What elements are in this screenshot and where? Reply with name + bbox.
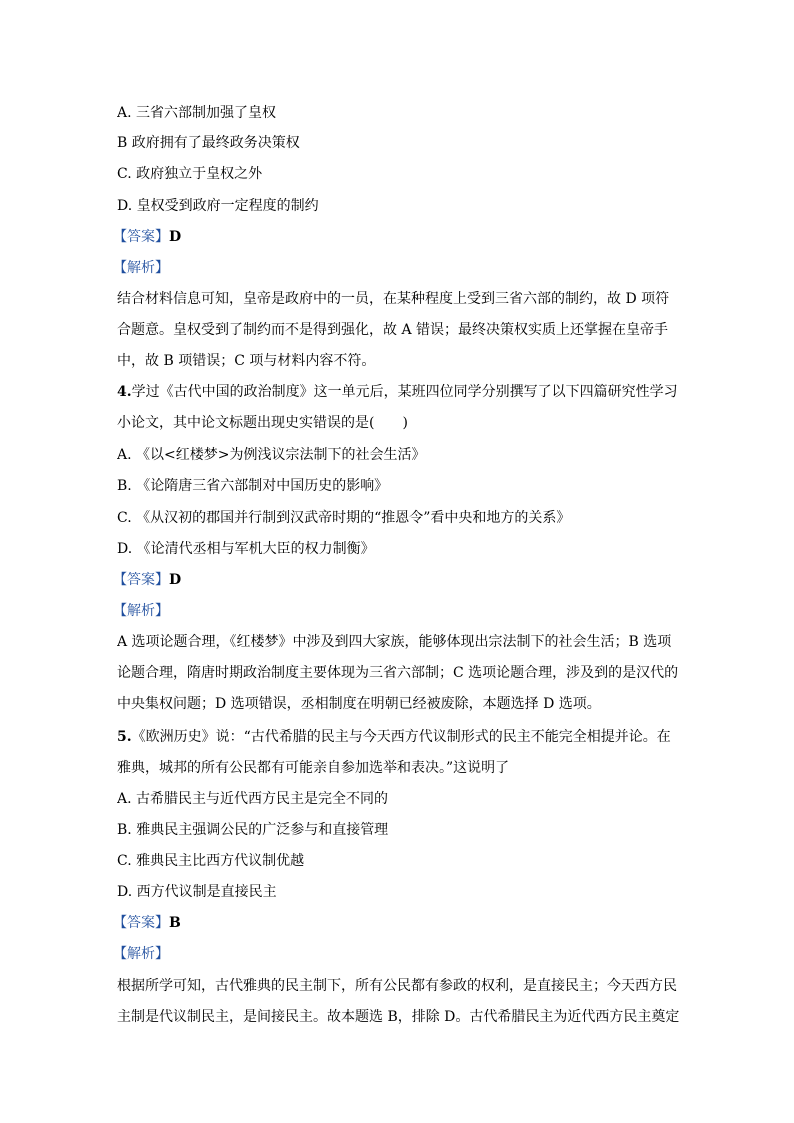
- q3-answer: [113, 227, 683, 247]
- q5-option-d: D. 西方代议制是直接民主: [117, 884, 277, 900]
- q3-option-a: A. 三省六部制加强了皇权: [117, 105, 277, 121]
- q3-option-b: B 政府拥有了最终政务决策权: [117, 135, 300, 151]
- answer-value: B: [169, 915, 181, 931]
- q5-option-a: A. 古希腊民主与近代西方民主是完全不同的: [117, 791, 389, 807]
- q4-analysis-heading: [113, 601, 683, 621]
- q3-analysis-line-3: 中，故 B 项错误；C 项与材料内容不符。: [117, 353, 376, 369]
- answer-value: D: [169, 572, 182, 588]
- q4-number: 4.: [117, 384, 132, 400]
- q5-number: 5.: [117, 729, 132, 745]
- q4-stem-line-2: 小论文，其中论文标题出现史实错误的是( ): [117, 415, 408, 431]
- q3-analysis-line-2: 合题意。皇权受到了制约而不是得到强化，故 A 错误；最终决策权实质上还掌握在皇帝手: [117, 322, 669, 338]
- analysis-label: 【解析】: [113, 603, 169, 619]
- q4-analysis-line-1: A 选项论题合理，《红楼梦》中涉及到四大家族，能够体现出宗法制下的社会生活；B 选项: [117, 634, 672, 650]
- q3-option-c: C. 政府独立于皇权之外: [117, 166, 263, 182]
- q4-stem-text-1: 学过《古代中国的政治制度》这一单元后，某班四位同学分别撰写了以下四篇研究性学习: [131, 384, 678, 400]
- q3-option-d: D. 皇权受到政府一定程度的制约: [117, 198, 319, 214]
- analysis-label: 【解析】: [113, 946, 169, 962]
- q3-analysis-heading: [113, 258, 683, 278]
- q5-analysis-line-1: 根据所学可知，古代雅典的民主制下，所有公民都有参政的权利，是直接民主；今天西方民: [117, 978, 677, 994]
- q4-option-c: C. 《从汉初的郡国并行制到汉武帝时期的“推恩令”看中央和地方的关系》: [117, 510, 571, 526]
- q4-option-a: A. 《以<红楼梦>为例浅议宗法制下的社会生活》: [117, 447, 426, 463]
- q4-analysis-line-2: 论题合理，隋唐时期政治制度主要体现为三省六部制；C 选项论题合理，涉及到的是汉代的: [117, 665, 679, 681]
- answer-value: D: [169, 229, 182, 245]
- answer-label: 【答案】: [113, 915, 169, 931]
- q5-analysis-heading: [113, 944, 683, 964]
- q5-analysis-line-2: 主制是代议制民主，是间接民主。故本题选 B，排除 D。古代希腊民主为近代西方民主奠定: [117, 1009, 679, 1025]
- q3-analysis-line-1: 结合材料信息可知，皇帝是政府中的一员，在某种程度上受到三省六部的制约，故 D 项符: [117, 291, 670, 307]
- q5-stem-line-2: 雅典，城邦的所有公民都有可能亲自参加选举和表决。”这说明了: [117, 760, 510, 776]
- analysis-label: 【解析】: [113, 260, 169, 276]
- q5-option-b: B. 雅典民主强调公民的广泛参与和直接管理: [117, 822, 389, 838]
- answer-label: 【答案】: [113, 229, 169, 245]
- q5-stem-line-1: [117, 727, 679, 747]
- q5-answer: [113, 913, 683, 933]
- q4-stem-line-1: [117, 382, 679, 402]
- q4-option-b: B. 《论隋唐三省六部制对中国历史的影响》: [117, 478, 389, 494]
- q5-stem-text-1: 《欧洲历史》说：“古代希腊的民主与今天西方代议制形式的民主不能完全相提并论。在: [131, 729, 671, 745]
- answer-label: 【答案】: [113, 572, 169, 588]
- q5-option-c: C. 雅典民主比西方代议制优越: [117, 853, 305, 869]
- q4-analysis-line-3: 中央集权问题；D 选项错误，丞相制度在明朝已经被废除，本题选择 D 选项。: [117, 696, 601, 712]
- q4-option-d: D. 《论清代丞相与军机大臣的权力制衡》: [117, 541, 375, 557]
- q4-answer: [113, 570, 683, 590]
